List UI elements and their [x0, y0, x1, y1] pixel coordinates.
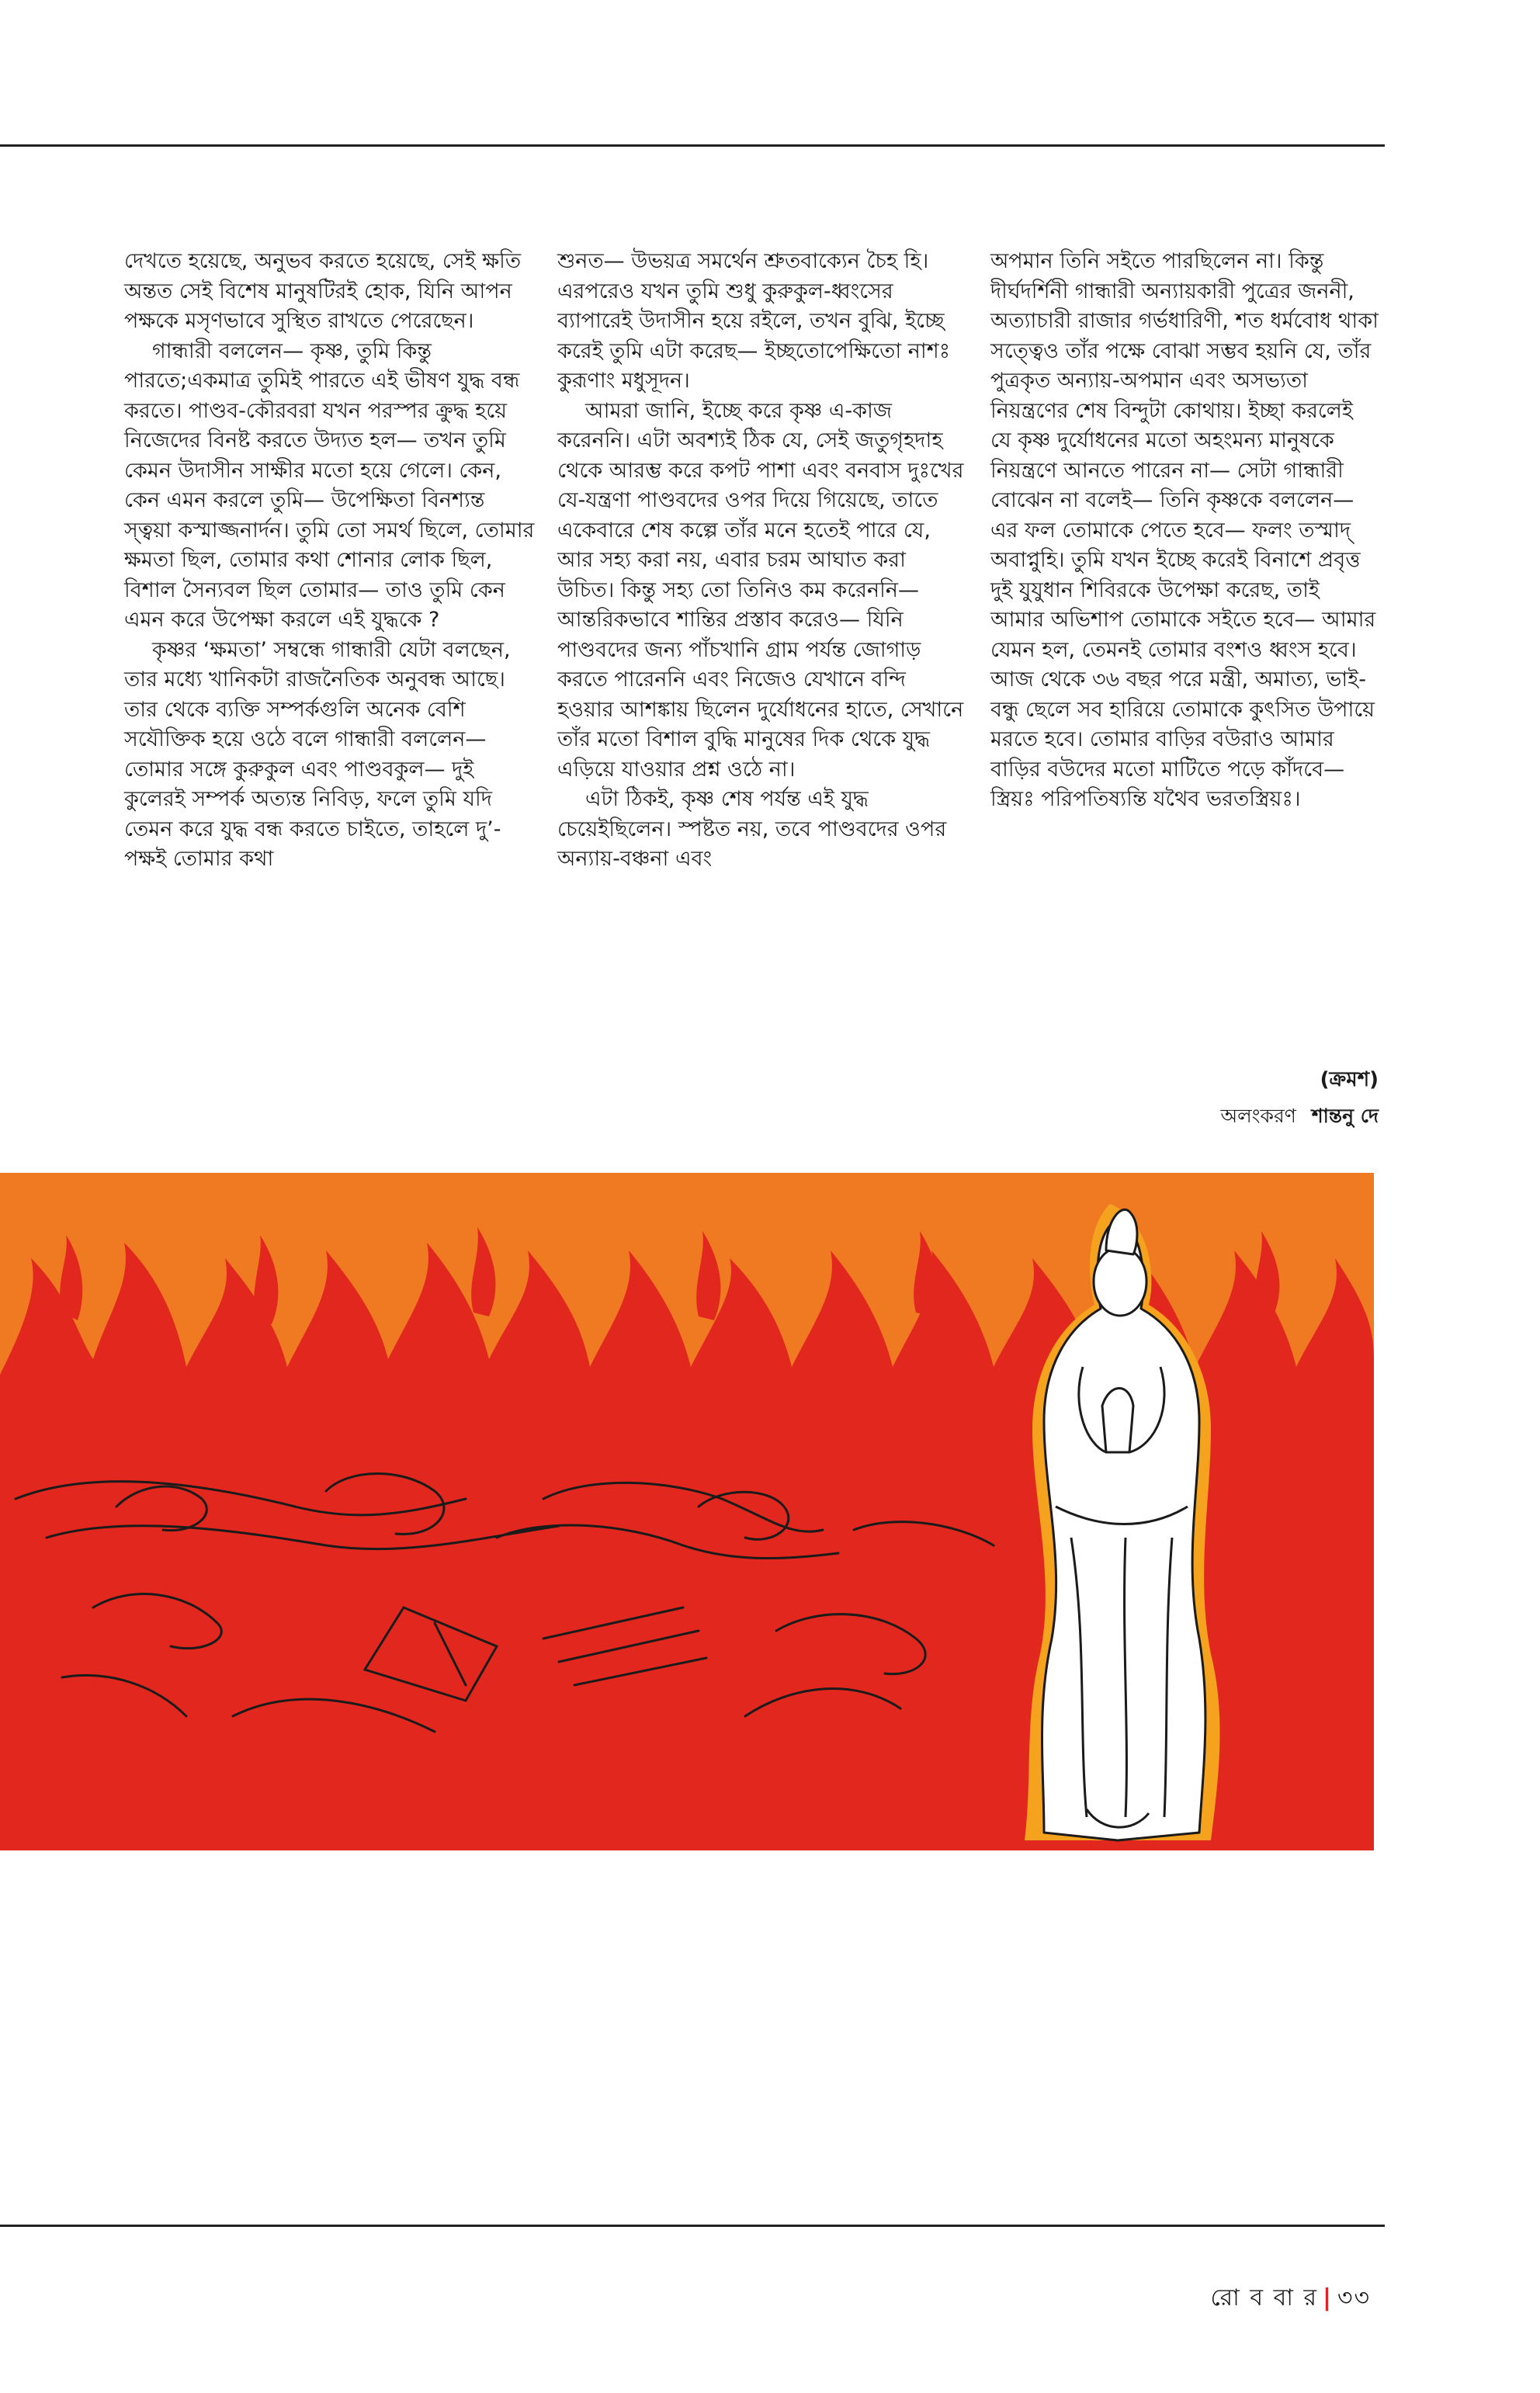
text-column-2	[557, 247, 969, 875]
text-column-3	[990, 247, 1379, 815]
illustration-credit	[1220, 1101, 1379, 1134]
credit-label: অলংকরণ	[1220, 1105, 1296, 1127]
text-column-1	[124, 247, 536, 875]
page-number: ৩৩	[1337, 2284, 1371, 2311]
bottom-rule	[0, 2225, 1385, 2227]
magazine-name: রো ব বা র	[1210, 2284, 1319, 2311]
paragraph: আমরা জানি, ইচ্ছে করে কৃষ্ণ এ-কাজ করেননি। এটা অবশ্যই ঠিক যে, সেই জতুগৃহদাহ থেকে আরম্ভ করে কপট পাশা এবং বনবাস দুঃখের যে-যন্ত্রণা পাণ্ডবদের ওপর দিয়ে গিয়েছে, তাতে একেবারে শেষ কল্পে তাঁর মনে হতেই পারে যে, আর সহ্য করা নয়, এবার চরম আঘাত করা উচিত। কিন্তু সহ্য তো তিনিও কম করেননি— আন্তরিকভাবে শান্তির প্রস্তাব করেও— যিনি পাণ্ডবদের জন্য পাঁচখানি গ্রাম পর্যন্ত জোগাড় করতে পারেননি এবং নিজেও যেখানে বন্দি হওয়ার আশঙ্কায় ছিলেন দুর্যোধনের হাতে, সেখানে তাঁর মতো বিশাল বুদ্ধি মানুষের দিক থেকে যুদ্ধ এড়িয়ে যাওয়ার প্রশ্ন ওঠে না।	[557, 398, 964, 782]
paragraph: শুনত— উভয়ত্র সমর্থেন শ্রুতবাক্যেন চৈহ হি। এরপরেও যখন তুমি শুধু কুরুকুল-ধ্বংসের ব্যাপারেই উদাসীন হয়ে রইলে, তখন বুঝি, ইচ্ছে করেই তুমি এটা করেছ— ইচ্ছতোপেক্ষিতো নাশঃ কুরূণাং মধুসূদন।	[557, 249, 951, 393]
credit-artist: শান্তনু দে	[1311, 1105, 1379, 1127]
footer-separator: |	[1323, 2284, 1333, 2311]
paragraph: কৃষ্ণর ‘ক্ষমতা’ সম্বন্ধে গান্ধারী যেটা বলছেন, তার মধ্যে খানিকটা রাজনৈতিক অনুবন্ধ আছে। তার থেকে ব্যক্তি সম্পর্কগুলি অনেক বেশি সযৌক্তিক হয়ে ওঠে বলে গান্ধারী বললেন— তোমার সঙ্গে কুরুকুল এবং পাণ্ডবকুল— দুই কুলেরই সম্পর্ক অত্যন্ত নিবিড়, ফলে তুমি যদি তেমন করে যুদ্ধ বন্ধ করতে চাইতে, তাহলে দু’-পক্ষই তোমার কথা	[124, 637, 511, 871]
head	[1094, 1247, 1146, 1316]
paragraph: অপমান তিনি সইতে পারছিলেন না। কিন্তু দীর্ঘদর্শিনী গান্ধারী অন্যায়কারী পুত্রের জননী, অত্যাচারী রাজার গর্ভধারিণী, শত ধর্মবোধ থাকা সত্ত্বেও তাঁর পক্ষে বোঝা সম্ভব হয়নি যে, তাঁর পুত্রকৃত অন্যায়-অপমান এবং অসভ্যতা নিয়ন্ত্রণের শেষ বিন্দুটা কোথায়। ইচ্ছা করলেই যে কৃষ্ণ দুর্যোধনের মতো অহংমন্য মানুষকে নিয়ন্ত্রণে আনতে পারেন না— সেটা গান্ধারী বোঝেন না বলেই— তিনি কৃষ্ণকে বললেন— এর ফল তোমাকে পেতে হবে— ফলং তস্মাদ্‌ অবাপ্নুহি। তুমি যখন ইচ্ছে করেই বিনাশে প্রবৃত্ত দুই যুযুধান শিবিরকে উপেক্ষা করেছ, তাই আমার অভিশাপ তোমাকে সইতে হবে— আমার যেমন হল, তেমনই তোমার বংশও ধ্বংস হবে। আজ থেকে ৩৬ বছর পরে মন্ত্রী, অমাত্য, ভাই-বন্ধু ছেলে সব হারিয়ে তোমাকে কুৎসিত উপায়ে মরতে হবে। তোমার বাড়ির বউরাও আমার বাড়ির বউদের মতো মাটিতে পড়ে কাঁদবে— স্ত্রিয়ঃ পরিপতিষ্যন্তি যথৈব ভরতস্ত্রিয়ঃ।	[990, 249, 1379, 811]
paragraph: এটা ঠিকই, কৃষ্ণ শেষ পর্যন্ত এই যুদ্ধ চেয়েইছিলেন। স্পষ্টত নয়, তবে পাণ্ডবদের ওপর অন্যায়-বঞ্চনা এবং	[557, 787, 947, 871]
top-rule	[0, 144, 1385, 147]
paragraph: গান্ধারী বললেন— কৃষ্ণ, তুমি কিন্তু পারতে;একমাত্র তুমিই পারতে এই ভীষণ যুদ্ধ বন্ধ করতে। পাণ্ডব-কৌরবরা যখন পরস্পর ক্রুদ্ধ হয়ে নিজেদের বিনষ্ট করতে উদ্যত হল— তখন তুমি কেমন উদাসীন সাক্ষীর মতো হয়ে গেলে। কেন, কেন এমন করলে তুমি— উপেক্ষিতা বিনশ্যন্ত স্ত্বয়া কস্মাজ্জনার্দন। তুমি তো সমর্থ ছিলে, তোমার ক্ষমতা ছিল, তোমার কথা শোনার লোক ছিল, বিশাল সৈন্যবল ছিল তোমার— তাও তুমি কেন এমন করে উপেক্ষা করলে এই যুদ্ধকে ?	[124, 338, 535, 632]
to-be-continued-label: (ক্রমশ)	[1320, 1068, 1379, 1091]
folded-hands	[1102, 1389, 1133, 1453]
page-footer	[1210, 2279, 1371, 2318]
krishna-battlefield-illustration	[0, 1173, 1374, 1850]
paragraph: দেখতে হয়েছে, অনুভব করতে হয়েছে, সেই ক্ষতি অন্তত সেই বিশেষ মানুষটিরই হোক, যিনি আপন পক্ষকে মসৃণভাবে সুস্থিত রাখতে পেরেছেন।	[124, 249, 522, 333]
